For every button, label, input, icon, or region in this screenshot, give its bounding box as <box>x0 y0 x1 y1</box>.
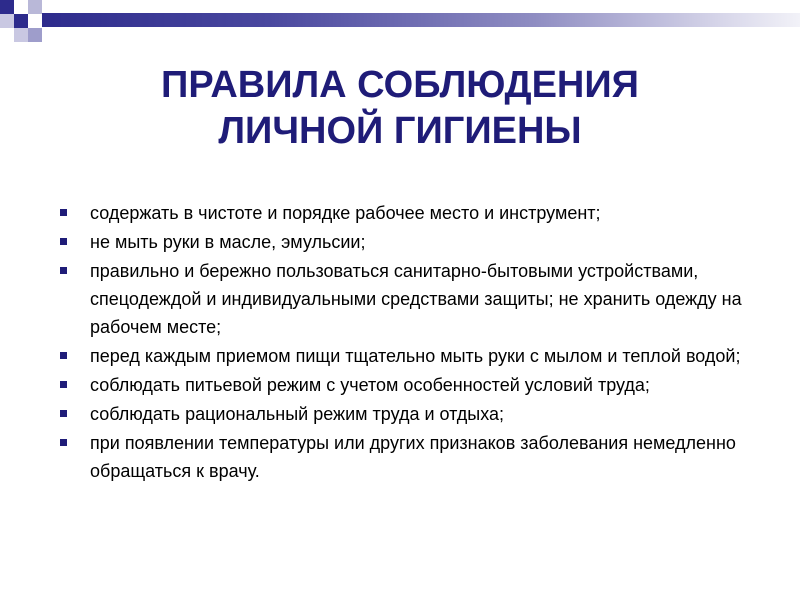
list-item <box>58 199 758 227</box>
decor-square <box>28 14 42 28</box>
slide-title <box>0 62 800 154</box>
list-item-text: перед каждым приемом пищи тщательно мыть руки с мылом и теплой водой; <box>90 346 741 366</box>
list-item <box>58 342 758 370</box>
square-bullet-icon <box>60 238 67 245</box>
decor-square <box>28 0 42 14</box>
slide-title-line-2: ЛИЧНОЙ ГИГИЕНЫ <box>218 110 582 152</box>
slide-title-line-1: ПРАВИЛА СОБЛЮДЕНИЯ <box>161 64 639 106</box>
decor-square <box>28 28 42 42</box>
list-item <box>58 371 758 399</box>
header-gradient-bar <box>42 13 800 27</box>
list-item <box>58 228 758 256</box>
list-item-text: содержать в чистоте и порядке рабочее место и инструмент; <box>90 203 601 223</box>
square-bullet-icon <box>60 352 67 359</box>
rules-list <box>58 199 758 486</box>
square-bullet-icon <box>60 209 67 216</box>
decor-square <box>14 0 28 14</box>
list-item-text: не мыть руки в масле, эмульсии; <box>90 232 366 252</box>
list-item-text: правильно и бережно пользоваться санитарно-бытовыми устройствами, спецодеждой и индивидуальными средствами защиты; не хранить одежду на рабочем месте; <box>90 261 742 337</box>
decor-square <box>0 0 14 14</box>
square-bullet-icon <box>60 267 67 274</box>
square-bullet-icon <box>60 410 67 417</box>
decor-square <box>14 28 28 42</box>
list-item <box>58 400 758 428</box>
list-item-text: при появлении температуры или других признаков заболевания немедленно обращаться к врачу. <box>90 433 736 481</box>
square-bullet-icon <box>60 381 67 388</box>
square-bullet-icon <box>60 439 67 446</box>
list-item <box>58 257 758 341</box>
decor-square <box>0 14 14 28</box>
list-item-text: соблюдать питьевой режим с учетом особенностей условий труда; <box>90 375 650 395</box>
list-item-text: соблюдать рациональный режим труда и отдыха; <box>90 404 505 424</box>
list-item <box>58 429 758 485</box>
decor-square <box>14 14 28 28</box>
